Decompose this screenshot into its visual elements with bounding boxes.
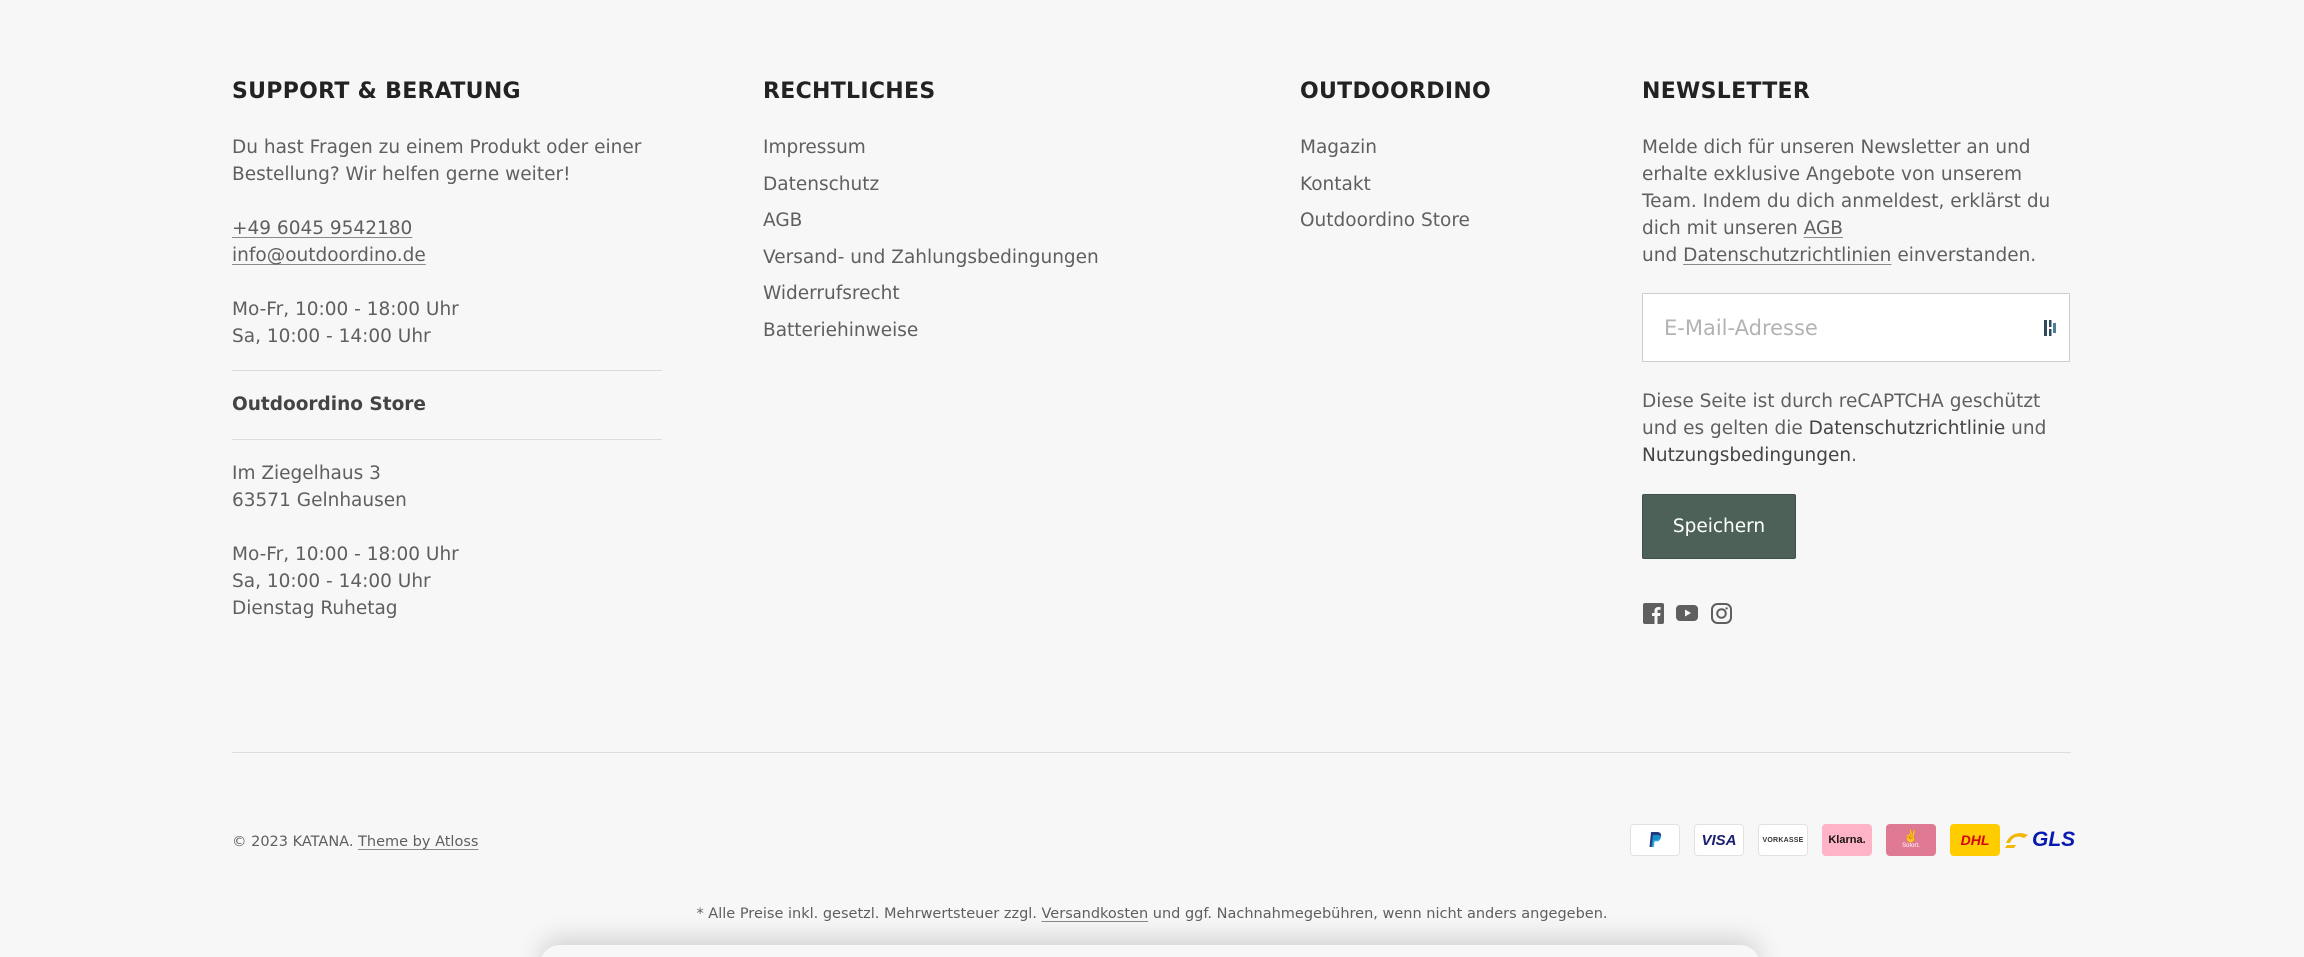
theme-link[interactable]: Theme by Atloss — [358, 834, 479, 850]
shipping-costs-link[interactable]: Versandkosten — [1041, 906, 1149, 922]
link-kontakt[interactable]: Kontakt — [1300, 173, 1371, 195]
save-button[interactable]: Speichern — [1642, 494, 1796, 559]
paypal-icon — [1630, 824, 1680, 856]
store-hours-saturday: Sa, 10:00 - 14:00 Uhr — [232, 571, 431, 592]
newsletter-heading: NEWSLETTER — [1642, 79, 1811, 104]
phone-link[interactable]: +49 6045 9542180 — [232, 218, 413, 239]
visa-icon: VISA — [1694, 824, 1744, 856]
vorkasse-icon: VORKASSE — [1758, 824, 1808, 856]
privacy-link[interactable]: Datenschutzrichtlinien — [1683, 245, 1892, 266]
hours-weekday: Mo-Fr, 10:00 - 18:00 Uhr — [232, 299, 459, 320]
sofort-icon: ✌ Sofort. — [1886, 824, 1936, 856]
link-magazin[interactable]: Magazin — [1300, 137, 1377, 158]
email-input[interactable] — [1643, 294, 2069, 361]
agb-link[interactable]: AGB — [1803, 218, 1843, 239]
support-column — [232, 78, 662, 622]
store-hours-weekday: Mo-Fr, 10:00 - 18:00 Uhr — [232, 544, 459, 565]
newsletter-text: Melde dich für unseren Newsletter an und erhalte exklusive Angebote von unserem Team. Indem du dich anmeldest, erklärst du dich mit unseren AGB und Datenschutzrichtlinien einverstanden. — [1642, 137, 2051, 266]
sticky-bar-shadow — [540, 945, 1760, 957]
youtube-icon[interactable] — [1676, 602, 1698, 624]
email-link[interactable]: info@outdoordino.de — [232, 245, 426, 266]
payment-methods — [1630, 824, 2075, 856]
klarna-icon: Klarna. — [1822, 824, 1872, 856]
support-intro: Du hast Fragen zu einem Produkt oder einer Bestellung? Wir helfen gerne weiter! — [232, 137, 642, 185]
social-links — [1642, 602, 2072, 624]
dhl-icon: DHL — [1950, 824, 2000, 856]
recaptcha-notice: Diese Seite ist durch reCAPTCHA geschützt und es gelten die Datenschutzrichtlinie und Nutzungsbedingungen. — [1642, 391, 2047, 466]
hours-saturday: Sa, 10:00 - 14:00 Uhr — [232, 326, 431, 347]
outdoordino-column — [1300, 78, 1600, 240]
link-widerrufsrecht[interactable]: Widerrufsrecht — [763, 283, 900, 304]
password-manager-icon[interactable] — [2043, 318, 2057, 338]
divider — [232, 439, 662, 440]
facebook-icon[interactable] — [1642, 602, 1664, 624]
gls-icon: GLS — [2004, 828, 2075, 852]
price-footnote: * Alle Preise inkl. gesetzl. Mehrwertsteuer zzgl. Versandkosten und ggf. Nachnahmegebühren, wenn nicht anders angegeben. — [696, 906, 1608, 922]
link-agb[interactable]: AGB — [763, 210, 803, 231]
email-field[interactable] — [1642, 293, 2070, 362]
store-title: Outdoordino Store — [232, 394, 426, 415]
footer-divider — [232, 752, 2071, 753]
copyright: © 2023 KATANA. Theme by Atloss — [232, 834, 479, 850]
store-rest-day: Dienstag Ruhetag — [232, 598, 398, 619]
outdoordino-heading: OUTDOORDINO — [1300, 79, 1492, 104]
recaptcha-terms-link[interactable]: Nutzungsbedingungen — [1642, 445, 1852, 466]
link-store[interactable]: Outdoordino Store — [1300, 210, 1470, 231]
address-street: Im Ziegelhaus 3 — [232, 463, 381, 484]
legal-column — [763, 78, 1183, 349]
link-impressum[interactable]: Impressum — [763, 137, 866, 158]
divider — [232, 370, 662, 371]
link-versand[interactable]: Versand- und Zahlungsbedingungen — [763, 246, 1099, 268]
address-city: 63571 Gelnhausen — [232, 490, 407, 511]
link-batteriehinweise[interactable]: Batteriehinweise — [763, 319, 919, 341]
legal-heading: RECHTLICHES — [763, 79, 936, 104]
newsletter-column — [1642, 78, 2072, 624]
recaptcha-privacy-link[interactable]: Datenschutzrichtlinie — [1808, 418, 2006, 439]
instagram-icon[interactable] — [1710, 602, 1732, 624]
support-heading: SUPPORT & BERATUNG — [232, 79, 521, 104]
link-datenschutz[interactable]: Datenschutz — [763, 173, 880, 195]
